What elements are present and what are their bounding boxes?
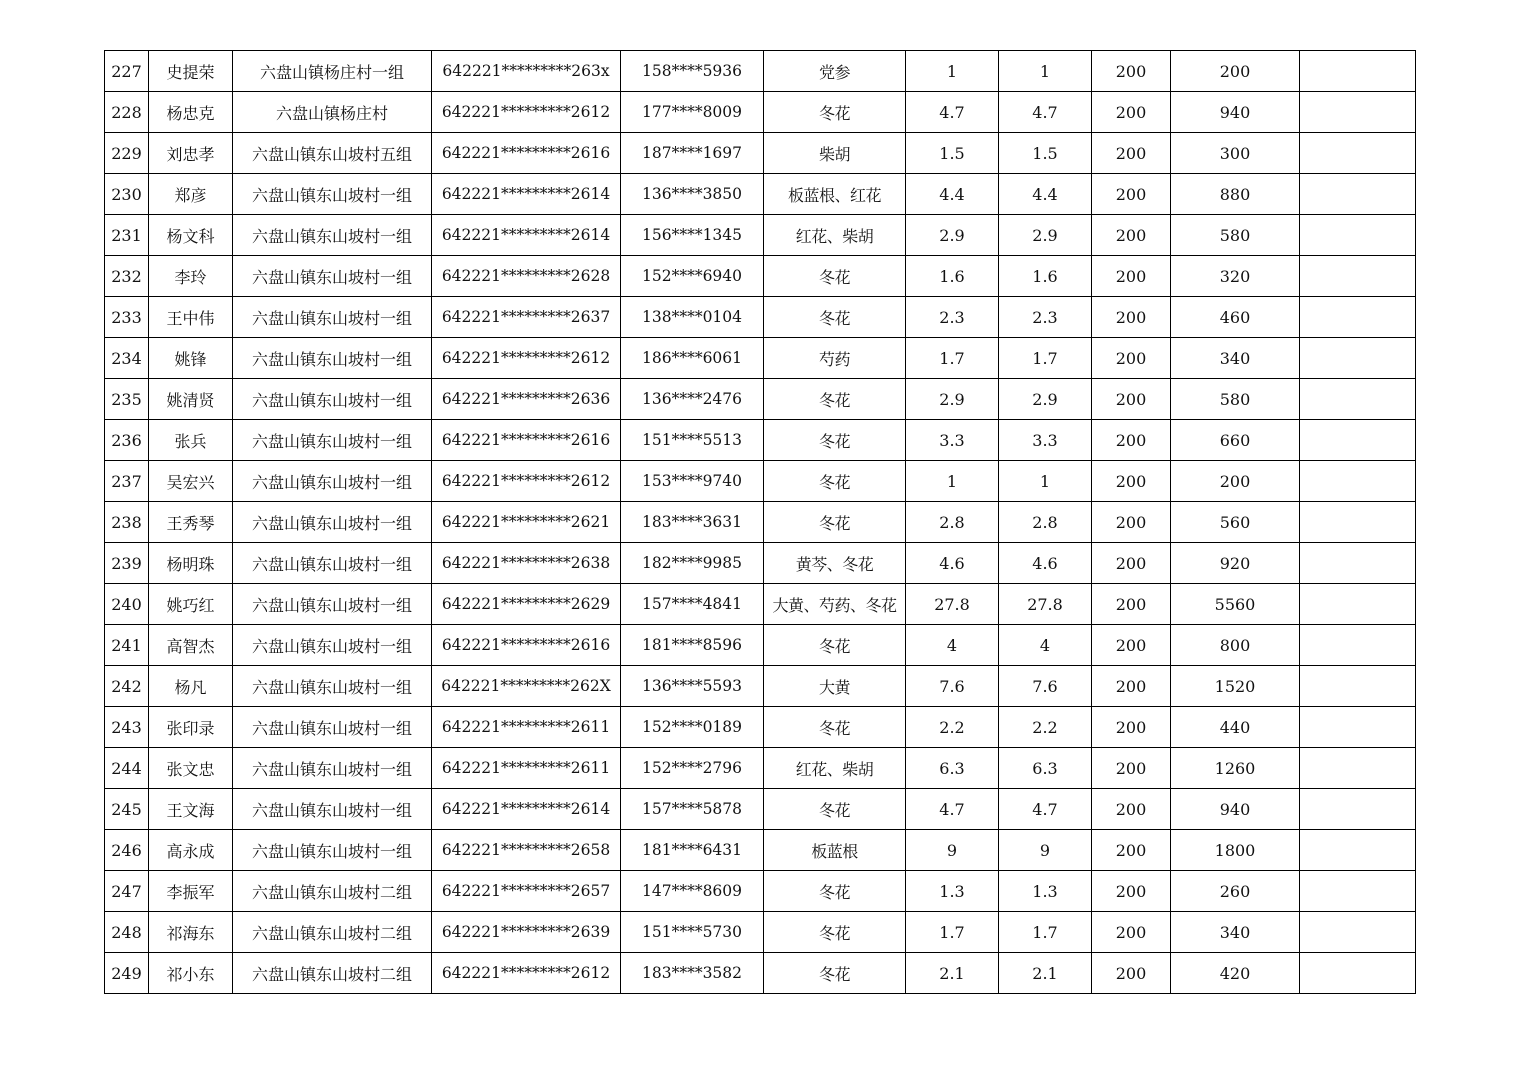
row-number-cell: 239 <box>105 543 149 584</box>
table-row <box>105 420 1416 461</box>
subsidy-amount-cell: 440 <box>1171 707 1300 748</box>
address-cell: 六盘山镇东山坡村一组 <box>233 830 432 871</box>
verified-area-cell: 2.8 <box>999 502 1092 543</box>
row-number-cell: 229 <box>105 133 149 174</box>
subsidy-rate-cell: 200 <box>1092 379 1171 420</box>
verified-area-cell: 1.6 <box>999 256 1092 297</box>
phone-cell: 181****8596 <box>621 625 764 666</box>
name-cell: 高智杰 <box>149 625 233 666</box>
crop-cell: 冬花 <box>764 92 906 133</box>
name-cell: 杨文科 <box>149 215 233 256</box>
address-cell: 六盘山镇东山坡村一组 <box>233 420 432 461</box>
row-number-cell: 248 <box>105 912 149 953</box>
planted-area-cell: 7.6 <box>906 666 999 707</box>
crop-cell: 冬花 <box>764 707 906 748</box>
subsidy-amount-cell: 800 <box>1171 625 1300 666</box>
table-row <box>105 625 1416 666</box>
planted-area-cell: 9 <box>906 830 999 871</box>
name-cell: 王中伟 <box>149 297 233 338</box>
id-card-cell: 642221*********2616 <box>432 625 621 666</box>
phone-cell: 183****3631 <box>621 502 764 543</box>
id-card-cell: 642221*********2611 <box>432 748 621 789</box>
subsidy-amount-cell: 340 <box>1171 912 1300 953</box>
subsidy-rate-cell: 200 <box>1092 748 1171 789</box>
row-number-cell: 231 <box>105 215 149 256</box>
address-cell: 六盘山镇东山坡村一组 <box>233 502 432 543</box>
id-card-cell: 642221*********2614 <box>432 174 621 215</box>
row-number-cell: 232 <box>105 256 149 297</box>
subsidy-rate-cell: 200 <box>1092 420 1171 461</box>
subsidy-rate-cell: 200 <box>1092 338 1171 379</box>
address-cell: 六盘山镇东山坡村一组 <box>233 543 432 584</box>
subsidy-rate-cell: 200 <box>1092 830 1171 871</box>
verified-area-cell: 1.3 <box>999 871 1092 912</box>
phone-cell: 136****5593 <box>621 666 764 707</box>
subsidy-amount-cell: 5560 <box>1171 584 1300 625</box>
remark-cell <box>1300 338 1416 379</box>
name-cell: 张印录 <box>149 707 233 748</box>
address-cell: 六盘山镇东山坡村一组 <box>233 748 432 789</box>
phone-cell: 152****2796 <box>621 748 764 789</box>
subsidy-rate-cell: 200 <box>1092 666 1171 707</box>
address-cell: 六盘山镇东山坡村一组 <box>233 297 432 338</box>
name-cell: 姚清贤 <box>149 379 233 420</box>
subsidy-rate-cell: 200 <box>1092 215 1171 256</box>
phone-cell: 181****6431 <box>621 830 764 871</box>
table-row <box>105 543 1416 584</box>
crop-cell: 黄芩、冬花 <box>764 543 906 584</box>
planted-area-cell: 2.9 <box>906 379 999 420</box>
table-row <box>105 830 1416 871</box>
id-card-cell: 642221*********2621 <box>432 502 621 543</box>
name-cell: 吴宏兴 <box>149 461 233 502</box>
planted-area-cell: 1.7 <box>906 912 999 953</box>
id-card-cell: 642221*********2612 <box>432 953 621 994</box>
crop-cell: 冬花 <box>764 420 906 461</box>
subsidy-rate-cell: 200 <box>1092 871 1171 912</box>
table-body <box>105 51 1416 994</box>
subsidy-amount-cell: 1260 <box>1171 748 1300 789</box>
verified-area-cell: 2.9 <box>999 215 1092 256</box>
remark-cell <box>1300 133 1416 174</box>
subsidy-amount-cell: 200 <box>1171 461 1300 502</box>
address-cell: 六盘山镇东山坡村一组 <box>233 256 432 297</box>
planted-area-cell: 2.3 <box>906 297 999 338</box>
verified-area-cell: 9 <box>999 830 1092 871</box>
id-card-cell: 642221*********262X <box>432 666 621 707</box>
id-card-cell: 642221*********2612 <box>432 92 621 133</box>
table-row <box>105 92 1416 133</box>
remark-cell <box>1300 502 1416 543</box>
remark-cell <box>1300 912 1416 953</box>
name-cell: 姚巧红 <box>149 584 233 625</box>
crop-cell: 冬花 <box>764 871 906 912</box>
name-cell: 杨忠克 <box>149 92 233 133</box>
crop-cell: 板蓝根 <box>764 830 906 871</box>
name-cell: 杨凡 <box>149 666 233 707</box>
document-sheet <box>104 50 1416 994</box>
phone-cell: 153****9740 <box>621 461 764 502</box>
row-number-cell: 247 <box>105 871 149 912</box>
id-card-cell: 642221*********2658 <box>432 830 621 871</box>
phone-cell: 158****5936 <box>621 51 764 92</box>
verified-area-cell: 2.1 <box>999 953 1092 994</box>
row-number-cell: 238 <box>105 502 149 543</box>
id-card-cell: 642221*********2616 <box>432 133 621 174</box>
planted-area-cell: 2.2 <box>906 707 999 748</box>
remark-cell <box>1300 830 1416 871</box>
id-card-cell: 642221*********2616 <box>432 420 621 461</box>
crop-cell: 板蓝根、红花 <box>764 174 906 215</box>
row-number-cell: 249 <box>105 953 149 994</box>
subsidy-rate-cell: 200 <box>1092 92 1171 133</box>
table-row <box>105 133 1416 174</box>
phone-cell: 183****3582 <box>621 953 764 994</box>
row-number-cell: 240 <box>105 584 149 625</box>
address-cell: 六盘山镇东山坡村二组 <box>233 871 432 912</box>
table-row <box>105 215 1416 256</box>
subsidy-amount-cell: 920 <box>1171 543 1300 584</box>
row-number-cell: 234 <box>105 338 149 379</box>
table-row <box>105 871 1416 912</box>
table-row <box>105 461 1416 502</box>
remark-cell <box>1300 379 1416 420</box>
address-cell: 六盘山镇东山坡村一组 <box>233 789 432 830</box>
subsidy-amount-cell: 580 <box>1171 215 1300 256</box>
id-card-cell: 642221*********2614 <box>432 789 621 830</box>
name-cell: 郑彦 <box>149 174 233 215</box>
verified-area-cell: 1.7 <box>999 338 1092 379</box>
phone-cell: 186****6061 <box>621 338 764 379</box>
id-card-cell: 642221*********2628 <box>432 256 621 297</box>
crop-cell: 大黄、芍药、冬花 <box>764 584 906 625</box>
crop-cell: 冬花 <box>764 912 906 953</box>
crop-cell: 冬花 <box>764 256 906 297</box>
phone-cell: 152****0189 <box>621 707 764 748</box>
crop-cell: 冬花 <box>764 461 906 502</box>
subsidy-rate-cell: 200 <box>1092 297 1171 338</box>
verified-area-cell: 1.5 <box>999 133 1092 174</box>
phone-cell: 147****8609 <box>621 871 764 912</box>
address-cell: 六盘山镇东山坡村一组 <box>233 174 432 215</box>
id-card-cell: 642221*********2657 <box>432 871 621 912</box>
row-number-cell: 230 <box>105 174 149 215</box>
planted-area-cell: 4.6 <box>906 543 999 584</box>
row-number-cell: 236 <box>105 420 149 461</box>
remark-cell <box>1300 256 1416 297</box>
subsidy-amount-cell: 460 <box>1171 297 1300 338</box>
verified-area-cell: 1 <box>999 51 1092 92</box>
subsidy-amount-cell: 580 <box>1171 379 1300 420</box>
address-cell: 六盘山镇东山坡村一组 <box>233 666 432 707</box>
table-row <box>105 748 1416 789</box>
crop-cell: 柴胡 <box>764 133 906 174</box>
address-cell: 六盘山镇东山坡村一组 <box>233 707 432 748</box>
id-card-cell: 642221*********2636 <box>432 379 621 420</box>
planted-area-cell: 4.4 <box>906 174 999 215</box>
remark-cell <box>1300 625 1416 666</box>
subsidy-rate-cell: 200 <box>1092 502 1171 543</box>
table-row <box>105 297 1416 338</box>
subsidy-amount-cell: 880 <box>1171 174 1300 215</box>
remark-cell <box>1300 420 1416 461</box>
remark-cell <box>1300 174 1416 215</box>
phone-cell: 138****0104 <box>621 297 764 338</box>
verified-area-cell: 2.3 <box>999 297 1092 338</box>
subsidy-table <box>104 50 1416 994</box>
phone-cell: 136****2476 <box>621 379 764 420</box>
planted-area-cell: 1.3 <box>906 871 999 912</box>
remark-cell <box>1300 584 1416 625</box>
remark-cell <box>1300 461 1416 502</box>
phone-cell: 182****9985 <box>621 543 764 584</box>
phone-cell: 151****5730 <box>621 912 764 953</box>
subsidy-rate-cell: 200 <box>1092 625 1171 666</box>
verified-area-cell: 6.3 <box>999 748 1092 789</box>
subsidy-rate-cell: 200 <box>1092 51 1171 92</box>
crop-cell: 冬花 <box>764 502 906 543</box>
row-number-cell: 233 <box>105 297 149 338</box>
table-row <box>105 707 1416 748</box>
verified-area-cell: 4.4 <box>999 174 1092 215</box>
phone-cell: 177****8009 <box>621 92 764 133</box>
name-cell: 高永成 <box>149 830 233 871</box>
row-number-cell: 242 <box>105 666 149 707</box>
subsidy-rate-cell: 200 <box>1092 461 1171 502</box>
subsidy-amount-cell: 940 <box>1171 789 1300 830</box>
remark-cell <box>1300 953 1416 994</box>
planted-area-cell: 1 <box>906 51 999 92</box>
id-card-cell: 642221*********2612 <box>432 338 621 379</box>
name-cell: 李振军 <box>149 871 233 912</box>
subsidy-amount-cell: 200 <box>1171 51 1300 92</box>
table-row <box>105 953 1416 994</box>
subsidy-rate-cell: 200 <box>1092 584 1171 625</box>
row-number-cell: 246 <box>105 830 149 871</box>
remark-cell <box>1300 543 1416 584</box>
subsidy-amount-cell: 940 <box>1171 92 1300 133</box>
phone-cell: 136****3850 <box>621 174 764 215</box>
planted-area-cell: 27.8 <box>906 584 999 625</box>
verified-area-cell: 2.9 <box>999 379 1092 420</box>
remark-cell <box>1300 707 1416 748</box>
subsidy-rate-cell: 200 <box>1092 912 1171 953</box>
address-cell: 六盘山镇杨庄村一组 <box>233 51 432 92</box>
name-cell: 姚锋 <box>149 338 233 379</box>
phone-cell: 151****5513 <box>621 420 764 461</box>
name-cell: 刘忠孝 <box>149 133 233 174</box>
table-row <box>105 256 1416 297</box>
id-card-cell: 642221*********2637 <box>432 297 621 338</box>
crop-cell: 冬花 <box>764 953 906 994</box>
subsidy-amount-cell: 660 <box>1171 420 1300 461</box>
name-cell: 史提荣 <box>149 51 233 92</box>
verified-area-cell: 4.7 <box>999 92 1092 133</box>
planted-area-cell: 1.7 <box>906 338 999 379</box>
name-cell: 杨明珠 <box>149 543 233 584</box>
subsidy-rate-cell: 200 <box>1092 953 1171 994</box>
remark-cell <box>1300 92 1416 133</box>
address-cell: 六盘山镇东山坡村一组 <box>233 461 432 502</box>
crop-cell: 芍药 <box>764 338 906 379</box>
name-cell: 王文海 <box>149 789 233 830</box>
subsidy-rate-cell: 200 <box>1092 543 1171 584</box>
row-number-cell: 241 <box>105 625 149 666</box>
remark-cell <box>1300 297 1416 338</box>
table-row <box>105 174 1416 215</box>
planted-area-cell: 6.3 <box>906 748 999 789</box>
address-cell: 六盘山镇东山坡村一组 <box>233 379 432 420</box>
id-card-cell: 642221*********263x <box>432 51 621 92</box>
planted-area-cell: 3.3 <box>906 420 999 461</box>
planted-area-cell: 4.7 <box>906 92 999 133</box>
name-cell: 李玲 <box>149 256 233 297</box>
subsidy-amount-cell: 340 <box>1171 338 1300 379</box>
name-cell: 祁海东 <box>149 912 233 953</box>
id-card-cell: 642221*********2612 <box>432 461 621 502</box>
planted-area-cell: 2.1 <box>906 953 999 994</box>
subsidy-rate-cell: 200 <box>1092 707 1171 748</box>
phone-cell: 157****5878 <box>621 789 764 830</box>
subsidy-rate-cell: 200 <box>1092 256 1171 297</box>
table-row <box>105 666 1416 707</box>
row-number-cell: 243 <box>105 707 149 748</box>
verified-area-cell: 4.6 <box>999 543 1092 584</box>
verified-area-cell: 7.6 <box>999 666 1092 707</box>
subsidy-amount-cell: 1800 <box>1171 830 1300 871</box>
id-card-cell: 642221*********2638 <box>432 543 621 584</box>
id-card-cell: 642221*********2629 <box>432 584 621 625</box>
crop-cell: 冬花 <box>764 789 906 830</box>
name-cell: 张文忠 <box>149 748 233 789</box>
id-card-cell: 642221*********2611 <box>432 707 621 748</box>
planted-area-cell: 1.6 <box>906 256 999 297</box>
planted-area-cell: 1.5 <box>906 133 999 174</box>
verified-area-cell: 1.7 <box>999 912 1092 953</box>
crop-cell: 大黄 <box>764 666 906 707</box>
subsidy-rate-cell: 200 <box>1092 133 1171 174</box>
phone-cell: 157****4841 <box>621 584 764 625</box>
address-cell: 六盘山镇东山坡村一组 <box>233 584 432 625</box>
crop-cell: 冬花 <box>764 297 906 338</box>
crop-cell: 冬花 <box>764 379 906 420</box>
remark-cell <box>1300 215 1416 256</box>
verified-area-cell: 4.7 <box>999 789 1092 830</box>
planted-area-cell: 4.7 <box>906 789 999 830</box>
name-cell: 王秀琴 <box>149 502 233 543</box>
verified-area-cell: 2.2 <box>999 707 1092 748</box>
table-row <box>105 584 1416 625</box>
remark-cell <box>1300 51 1416 92</box>
planted-area-cell: 4 <box>906 625 999 666</box>
subsidy-rate-cell: 200 <box>1092 174 1171 215</box>
address-cell: 六盘山镇东山坡村一组 <box>233 338 432 379</box>
row-number-cell: 244 <box>105 748 149 789</box>
row-number-cell: 228 <box>105 92 149 133</box>
subsidy-rate-cell: 200 <box>1092 789 1171 830</box>
crop-cell: 红花、柴胡 <box>764 215 906 256</box>
phone-cell: 152****6940 <box>621 256 764 297</box>
address-cell: 六盘山镇东山坡村五组 <box>233 133 432 174</box>
table-row <box>105 912 1416 953</box>
remark-cell <box>1300 789 1416 830</box>
verified-area-cell: 27.8 <box>999 584 1092 625</box>
subsidy-amount-cell: 300 <box>1171 133 1300 174</box>
remark-cell <box>1300 748 1416 789</box>
subsidy-amount-cell: 420 <box>1171 953 1300 994</box>
verified-area-cell: 3.3 <box>999 420 1092 461</box>
verified-area-cell: 1 <box>999 461 1092 502</box>
subsidy-amount-cell: 320 <box>1171 256 1300 297</box>
subsidy-amount-cell: 560 <box>1171 502 1300 543</box>
table-row <box>105 51 1416 92</box>
subsidy-amount-cell: 260 <box>1171 871 1300 912</box>
row-number-cell: 235 <box>105 379 149 420</box>
table-row <box>105 789 1416 830</box>
crop-cell: 党参 <box>764 51 906 92</box>
name-cell: 祁小东 <box>149 953 233 994</box>
address-cell: 六盘山镇东山坡村一组 <box>233 215 432 256</box>
remark-cell <box>1300 666 1416 707</box>
table-row <box>105 502 1416 543</box>
planted-area-cell: 1 <box>906 461 999 502</box>
planted-area-cell: 2.8 <box>906 502 999 543</box>
row-number-cell: 227 <box>105 51 149 92</box>
row-number-cell: 245 <box>105 789 149 830</box>
phone-cell: 156****1345 <box>621 215 764 256</box>
planted-area-cell: 2.9 <box>906 215 999 256</box>
table-row <box>105 379 1416 420</box>
remark-cell <box>1300 871 1416 912</box>
crop-cell: 冬花 <box>764 625 906 666</box>
address-cell: 六盘山镇杨庄村 <box>233 92 432 133</box>
phone-cell: 187****1697 <box>621 133 764 174</box>
verified-area-cell: 4 <box>999 625 1092 666</box>
address-cell: 六盘山镇东山坡村二组 <box>233 953 432 994</box>
crop-cell: 红花、柴胡 <box>764 748 906 789</box>
subsidy-amount-cell: 1520 <box>1171 666 1300 707</box>
address-cell: 六盘山镇东山坡村一组 <box>233 625 432 666</box>
id-card-cell: 642221*********2639 <box>432 912 621 953</box>
row-number-cell: 237 <box>105 461 149 502</box>
address-cell: 六盘山镇东山坡村二组 <box>233 912 432 953</box>
id-card-cell: 642221*********2614 <box>432 215 621 256</box>
table-row <box>105 338 1416 379</box>
name-cell: 张兵 <box>149 420 233 461</box>
